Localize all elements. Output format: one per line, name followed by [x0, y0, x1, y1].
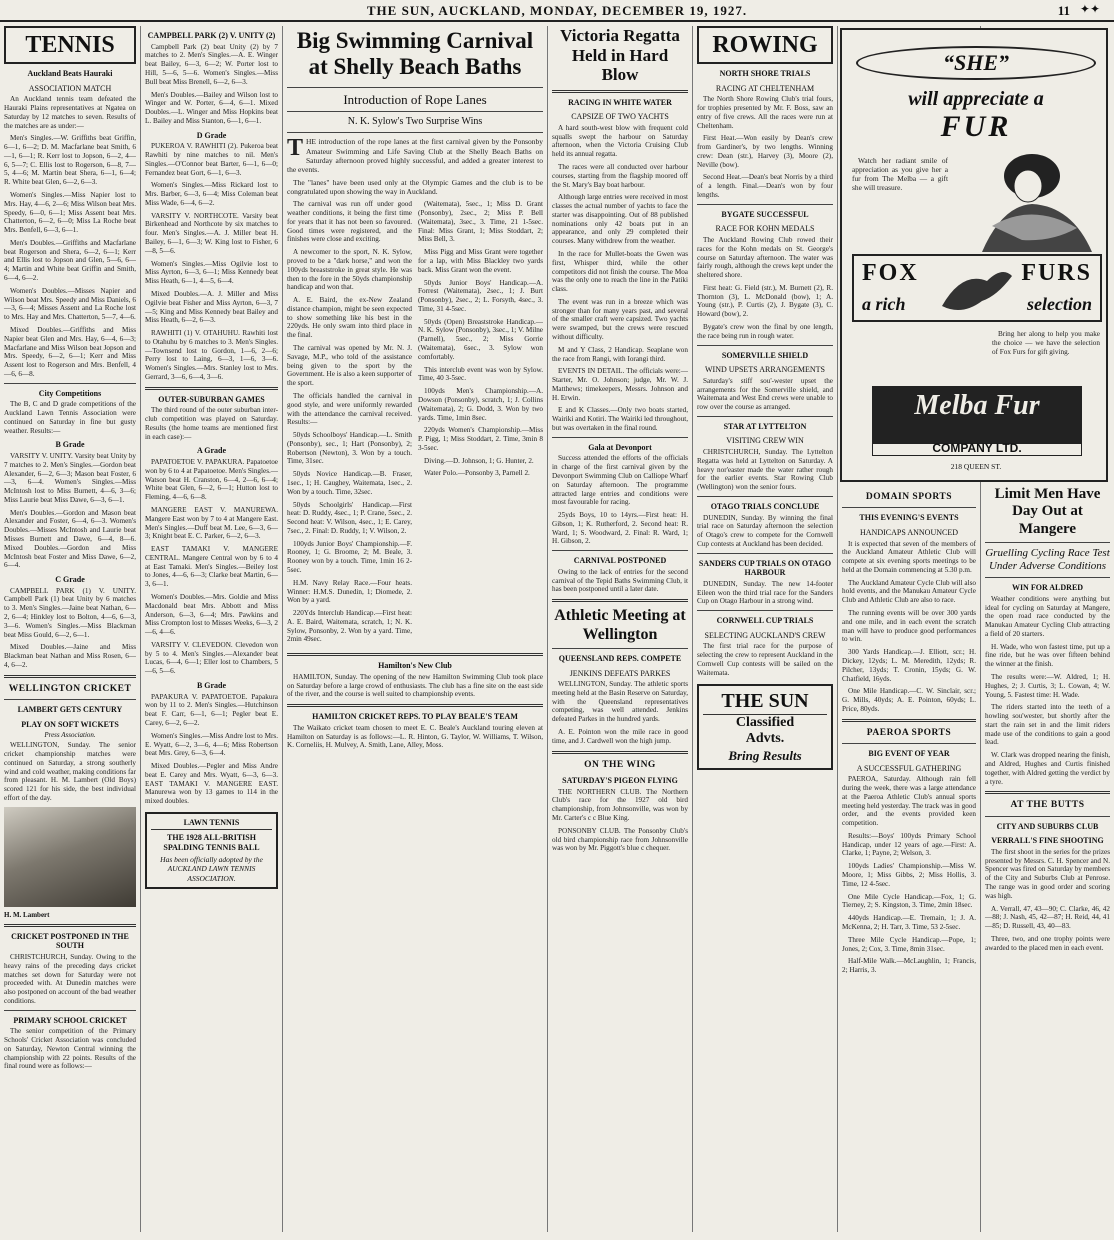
- article-body: The B, C and D grade competitions of the Auckland Lawn Tennis Association were continued on Saturday in fine but gusty weather. Results:—: [4, 400, 136, 435]
- article-body: Saturday's stiff sou'-wester upset the arrangements for the Somerville shield, and Waitemata and West End crews were unable to row over the course as arranged.: [697, 376, 833, 412]
- ad-line: selection: [1027, 294, 1092, 314]
- article-title: WELLINGTON CRICKET: [8, 683, 132, 694]
- melba-fur-ad: [840, 28, 1108, 482]
- ad-line: Melba Fur: [914, 390, 1040, 421]
- article-subtitle: RACING IN WHITE WATER: [568, 97, 672, 107]
- ad-line: “SHE”: [942, 50, 1010, 75]
- article-subtitle: Gruelling Cycling Race Test Under Adverse Conditions: [985, 546, 1110, 572]
- article-body: WELLINGTON, Sunday. The senior cricket championship matches were continued on Saturday, a strong southerly wind and cold weather, making conditions far from pleasant. H. M. Lambert (Old Boys) scored 121 for his side, the best individual effort of the day.: [4, 741, 136, 802]
- article-subtitle: RACING AT CHELTENHAM: [715, 83, 815, 93]
- article-body: THE NORTHERN CLUB. The Northern Club's race for the 1927 old bird championship, from Johnsonville, was won by Mr. Carter's c c Blue King. PONSONBY CLUB. The Ponsonby Club's old bird championship race from Johnsonville was won by Mr. Piggott's blue c chequer.: [552, 787, 688, 853]
- woman-illustration: [962, 146, 1102, 252]
- article-title: SANDERS CUP TRIALS ON OTAGO HARBOUR: [698, 558, 832, 578]
- match-heading: CAMPBELL PARK (2) V. UNITY (2): [147, 31, 276, 40]
- masthead: [0, 0, 1114, 22]
- article-subtitle: LAMBERT GETS CENTURY: [17, 705, 123, 715]
- article-body: An Auckland tennis team defeated the Hauraki Plains representatives at Ngatea on Saturday by 12 matches to seven. Results of the matches are as under:— Men's Singles.—W. Griffiths beat Griffin, 6—1, 6—2; D. M. Macfarlane beat Smith, 6—1, 6—1; R. Kerr lost to Jopson, 6—2, 4—6, 5—7; C. Ellis lost to Rogerson, 6—8, 7—5, 4—6; M. Martin beat Shera, 6—1, 6—4; R. White beat Glen, 6—2, 6—3. Women's Singles.—Miss Napier lost to Mrs. Hay, 4—6, 2—6; Miss Wilson beat Mrs. Speedy, 6—0, 6—1; Miss Assent beat Mrs. Chatterton, 6—2, 6—0; Miss La Roche beat Mrs. Benfell, 6—3, 6—1. Men's Doubles.—Griffiths and Macfarlane beat Rogerson and Shera, 6—2, 6—1; Kerr and Ellis lost to Jopson and Glen, 5—6, 6—4; Martin and White beat Griffin and Smith, 6—4, 6—2. Women's Doubles.—Misses Napier and Wilson beat Mrs. Speedy and Miss Daniels, 6—3, 6—4; Misses Assent and La Roche lost to Mrs. Hay and Mrs. Chatterton, 5—7, 4—6. Mixed Doubles.—Griffiths and Miss Napier beat Glen and Mrs. Hay, 6—4, 6—3; Macfarlane and Miss Wilson beat Jopson and Mrs. Speedy, 6—2, 6—1; Kerr and Miss Assent lost to Rogerson and Mrs. Benfell, 4—6, 6—8.: [4, 95, 136, 378]
- article-subtitle: HANDICAPS ANNOUNCED: [859, 527, 958, 537]
- article-subtitle: VERRALL'S FINE SHOOTING: [991, 836, 1104, 846]
- ad-line: COMPANY LTD.: [872, 440, 1082, 456]
- article-title: City Competitions: [38, 388, 102, 398]
- article-subtitle: QUEENSLAND REPS. COMPETE: [558, 653, 682, 663]
- article-body: It is expected that seven of the members of the Auckland Amateur Athletic Club will compete at six evening sports meetings to be held at the Domain commencing at 5.30 p.m. The Auckland Amateur Cycle Club will also hold events, and the Manukau Amateur Cycle Club and Athletic Club are also to race. The running events will be over 300 yards and one mile, and in each event the scratch man will have to produce good performances to win. 300 Yards Handicap.—J. Elliott, scr.; H. Dickey, 12yds; L. M. Meredith, 12yds; R. Pilcher, 13yds; T. Cronin, 15yds; G. W. Chatfield, 16yds. One Mile Handicap.—C. W. Sinclair, scr.; G. Mills, 40yds; A. E. Pointon, 60yds; L. Price, 80yds.: [842, 539, 976, 713]
- article-body: The senior competition of the Primary Schools' Cricket Association was concluded on Saturday, Newton Central winning the championship with 22 points. Results of the final round were as follows:—: [4, 1027, 136, 1071]
- article-title: HAMILTON CRICKET REPS. TO PLAY BEALE'S TEAM: [312, 712, 518, 722]
- article-title: CARNIVAL POSTPONED: [573, 556, 667, 566]
- article-subtitle: A SUCCESSFUL GATHERING: [856, 763, 962, 773]
- headline-regatta: Victoria Regatta Held in Hard Blow: [560, 26, 680, 85]
- player-photo: [4, 807, 136, 907]
- article-title: Auckland Beats Hauraki: [27, 69, 113, 78]
- ad-text: Bring her along to help you make the choice — we have the selection of Fox Furs for gift giving.: [992, 330, 1100, 356]
- article-subtitle: RACE FOR KOHN MEDALS: [715, 224, 815, 234]
- grade-heading: D Grade: [196, 130, 227, 140]
- article-body: PAPATOETOE V. PAPAKURA. Papatoetoe won by 6 to 4 at Papatoetoe. Men's Singles.—Watson beat H. Cranston, 6—4, 2—6, 6—4; White beat Glen, 6—2, 6—1; Hutton lost to Fleming, 4—6, 6—8. MANGERE EAST V. MANUREWA. Mangere East won by 7 to 4 at Mangere East. Men's Singles.—Duff beat M. Lee, 6—3, 6—3; Knight beat E. C. Parker, 6—2, 6—3. EAST TAMAKI V. MANGERE CENTRAL. Mangere Central won by 6 to 4 at East Tamaki. Men's Singles.—Beiley lost to Jones, 4—6, 6—3; Clarke beat Martin, 6—3, 6—1. Women's Doubles.—Mrs. Goldie and Miss Macdonald beat Mrs. Abbott and Miss Anderson, 6—3, 6—4; Mrs. Pawkins and Miss Crompton lost to Misses Weeks, 6—3, 2—6, 4—6. VARSITY V. CLEVEDON. Clevedon won by 5 to 4. Men's Singles.—Alexander beat Lucas, 6—4, 6—1; Eller lost to Chambers, 5—6, 5—6.: [145, 458, 278, 676]
- article-subtitle: WIND UPSETS ARRANGEMENTS: [704, 365, 825, 375]
- article-title: Gala at Devonport: [588, 442, 652, 452]
- ad-line: 218 QUEEN ST.: [950, 462, 1002, 471]
- article-body: PAPAKURA V. PAPATOETOE. Papakura won by 11 to 2. Men's Singles.—Hutchinson beat F. Carr, 6—1, 6—1; Pegler beat E. Carey, 6—2, 6—2. Women's Singles.—Miss Andre lost to Mrs. E. Wyatt, 6—2, 3—6, 4—6; Miss Robertson beat Mrs. Grey, 6—3, 6—4. Mixed Doubles.—Pegler and Miss Andre beat E. Carey and Mrs. Wyatt, 6—3, 6—3. EAST TAMAKI V. MANGERE EAST. Manurewa won by 13 games to 114 in the mixed doubles.: [145, 692, 278, 806]
- article-body: The first shoot in the series for the prizes presented by Messrs. C. H. Spencer and N. Spencer was fired on Saturday by members of the City and Suburbs Club at Penrose. The range was in good order and scoring was high. A. Verrall, 47, 43—90; C. Clarke, 46, 42—88; J. Nash, 45, 42—87; H. Reid, 44, 41—85; D. Russell, 43, 40—83. Three, two, and one trophy points were awarded to the placed men in each event.: [985, 847, 1110, 952]
- tennis-header: TENNIS: [4, 26, 136, 64]
- spalding-ad: [145, 812, 278, 889]
- article-subtitle: CAPSIZE OF TWO YACHTS: [571, 112, 669, 122]
- subheadline: Introduction of Rope Lanes: [343, 91, 487, 107]
- ad-line: FUR: [940, 110, 1012, 143]
- ad-title: LAWN TENNIS: [151, 818, 272, 830]
- article-subtitle: THIS EVENING'S EVENTS: [859, 513, 959, 523]
- article-body: The first trial race for the purpose of selecting the crew to represent Auckland in the Cornwell Cup contests will be sailed on the Waitemata.: [697, 642, 833, 677]
- article-body: (Waitemata), 5sec., 1; Miss D. Grant (Ponsonby), 2sec., 2; Miss P. Bell (Waitemata), 3sec., 3. Time, 21 1-5sec. Final: Miss Grant, 1; Miss Stoddart, 2; Miss Bell, 3. Miss Pigg and Miss Grant were together for a lap, with Miss Blackley two yards back. Miss Grant won the event. 50yds Junior Boys' Handicap.—A. Forrest (Waitemata), 2sec., 1; J. Burt (Ponsonby), 2sec., 2; L. Forsyth, 4sec., 3. Time, 31 4-5sec. 50yds (Open) Breaststroke Handicap.—N. K. Sylow (Ponsonby), 3sec., 1; V. Milne (Parnell), 5sec., 2; Miss Gorrie (Waitemata), 6sec., 3. Sylow won comfortably. This interclub event was won by Sylow. Time, 40 3-5sec. 100yds Men's Championship.—A. Dowson (Ponsonby), scratch, 1; J. Collins (Waitemata), 2; G. Dodd, 3. Won by two yards. Time, 1min 8sec. 220yds Women's Championship.—Miss P. Pigg, 1; Miss Stoddart, 2. Time, 3min 8 3-5sec. Diving.—D. Johnson, 1; G. Hunter, 2. Water Polo.—Ponsonby 3, Parnell 2.: [418, 200, 543, 478]
- grade-heading: B Grade: [196, 681, 227, 691]
- article-title: OUTER-SUBURBAN GAMES: [158, 394, 265, 404]
- article-title: ON THE WING: [584, 759, 656, 770]
- article-body: The third round of the outer suburban inter-club competition was played on Saturday. Results (the home teams are mentioned first in each case):—: [145, 406, 278, 441]
- ad-line: will appreciate a: [908, 88, 1044, 110]
- article-subtitle: ASSOCIATION MATCH: [28, 83, 112, 93]
- article-title: Hamilton's New Club: [378, 661, 452, 671]
- masthead-title: THE SUN, AUCKLAND, MONDAY, DECEMBER 19, 1927.: [366, 3, 748, 18]
- article-body: DUNEDIN, Sunday. By winning the final trial race on Saturday afternoon the selection of Otago's crew to compete for the Cornwell Cup contests at Auckland has been decided.: [697, 513, 833, 548]
- ad-line: Has been officially adopted by the AUCKLAND LAWN TENNIS ASSOCIATION.: [160, 855, 263, 883]
- article-body: PUKEROA V. RAWHITI (2). Pukeroa beat Rawhiti by nine matches to nil. Men's Singles.—O'Connor beat Barter, 6—1, 6—0; Fernandez beat Gort, 6—1, 6—3. Women's Singles.—Miss Rickard lost to Mrs. Barber, 6—3, 6—4; Miss Coleman beat Miss Wade, 6—4, 6—2. VARSITY V. NORTHCOTE. Varsity beat Birkenhead and Northcote by six matches to four. Men's Singles.—A. J. Miller beat H. Bailey, 6—1, 6—3; W. King lost to Fisher, 6—8, 5—6. Women's Singles.—Miss Ogilvie lost to Miss Ayrton, 6—3, 6—1; Miss Kennedy beat Miss Heath, 6—1, 4—5, 6—4. Mixed Doubles.—A. J. Miller and Miss Ogilvie beat Fisher and Miss Ayrton, 6—3, 7—5; King and Miss Kennedy beat Bailey and Miss Heath, 6—2, 6—3. RAWHITI (1) V. OTAHUHU. Rawhiti lost to Otahuhu by 6 matches to 3. Men's Singles.—Townsend lost to Gordon, 1—6, 2—6; Perry lost to Laing, 6—3, 1—6, 3—6. Women's Singles.—Mrs. Stanley lost to Mrs. Gerrard, 3—6, 6—4, 3—6.: [145, 142, 278, 381]
- article-body: DUNEDIN, Sunday. The new 14-footer Eileen won the third trial race for the Sanders Cup on Otago Harbour in a strong wind.: [697, 579, 833, 606]
- column-rowing: [693, 26, 837, 1232]
- article-body: Owing to the lack of entries for the second carnival of the Tepid Baths Swimming Club, it has been postponed until a later date.: [552, 567, 688, 594]
- article-title: BYGATE SUCCESSFUL: [721, 209, 809, 219]
- article-body: Success attended the efforts of the officials in charge of the first carnival given by the Devonport Swimming Club on Calliope Wharf on Saturday afternoon. The programme attracted large entries and conditions were most favourable for racing. 25yds Boys, 10 to 14yrs.—First heat: H. Gibson, 1; K. Rutherford, 2. Second heat: R. Ward, 1; S. Woodward, 2. Final: R. Ward, 1; H. Gibson, 2.: [552, 454, 688, 546]
- article-body: CAMPBELL PARK (1) V. UNITY. Campbell Park (1) beat Unity by 6 matches to 3. Men's Singles.—Jaine beat Nathan, 6—2, 6—4; Hinkley lost to Bolton, 4—6, 6—3, 3—6. Women's Singles.—Miss Blackman beat Miss Gould, 6—2, 6—1. Mixed Doubles.—Jaine and Miss Blackman beat Nathan and Miss Rosen, 6—4, 6—2.: [4, 586, 136, 669]
- headline-swimming: Big Swimming Carnival at Shelly Beach Baths: [296, 28, 534, 80]
- article-body: The Auckland Rowing Club rowed their races for the Kohn medals on St. George's course on Saturday afternoon. The water was fairly rough, although the crews kept under the sheltered shore. First heat: G. Field (str.), M. Burnett (2), R. Thornton (3), L. McDonald (bow), 1; A. Young (str.), P. Curtis (2), J. Bygate (3), C. Howard (bow), 2. Bygate's crew won the final by one length, the race being run in rough water.: [697, 235, 833, 340]
- article-subtitle: PLAY ON SOFT WICKETS: [21, 719, 119, 729]
- column-swimming: [283, 26, 547, 1232]
- melba-logo: [872, 386, 1082, 444]
- article-body: HAMILTON, Sunday. The opening of the new Hamilton Swimming Club took place on Saturday before a large crowd of enthusiasts. The club has a fine site on the east side of the river, and the course is well suited to championship events.: [287, 672, 543, 699]
- sun-classified-ad: [697, 684, 833, 770]
- subheadline: N. K. Sylow's Two Surprise Wins: [347, 116, 483, 128]
- article-body: Weather conditions were anything but ideal for cycling on Saturday at Mangere, the open road race conducted by the Manukau Amateur Cycling Club attracting a field of 20 starters. H. Wade, who won fastest time, put up a fine ride, but he was over fifteen behind the winner at the finish. The results were:—W. Aldred, 1; H. Hughes, 2; J. Curtis, 3; L. Cowan, 4; W. Young, 5. Fastest time: H. Wade. The riders started into the teeth of a howling sou'wester, but shortly after the start the rain set in and the limit riders made use of the conditions to gain a good lead. W. Clark was dropped nearing the finish, and Aldred, Hughes and Curtis finished together, with Aldred getting the verdict by a tyre.: [985, 594, 1110, 786]
- article-body: CHRISTCHURCH, Sunday. The Lyttelton Regatta was held at Lyttelton on Saturday. A heavy nor'easter made the water rather rough for the earlier events. Star Rowing Club (Wellington) won the senior fours.: [697, 448, 833, 492]
- ad-line: Bring Results: [728, 748, 802, 764]
- headline-cycling: Limit Men Have Day Out at Mangere: [994, 486, 1101, 537]
- article-subtitle: SELECTING AUCKLAND'S CREW: [704, 630, 826, 640]
- article-body: CHRISTCHURCH, Sunday. Owing to the heavy rains of the preceding days cricket matches set down for Saturday were not proceeded with. At Dunedin matches were also postponed on account of the bad weather conditions.: [4, 952, 136, 1005]
- article-title: PAEROA SPORTS: [866, 727, 952, 738]
- article-body: The Waikato cricket team chosen to meet E. C. Beale's Auckland touring eleven at Hamilton on Saturday is as follows:—L. R. Hinton, G. Taylor, W. Williams, T. Wilson, K. Corneliis, H. Mulvey, A. Smith, Lane, Alley, Moss.: [287, 723, 543, 750]
- fox-furs-banner: [852, 254, 1102, 322]
- ad-line: a rich: [862, 294, 906, 314]
- column-tennis-results: [141, 26, 282, 1232]
- article-title: AT THE BUTTS: [1010, 800, 1085, 811]
- column-cycling: [981, 486, 1114, 1232]
- article-title: NORTH SHORE TRIALS: [719, 69, 811, 78]
- grade-heading: C Grade: [55, 575, 85, 585]
- article-body: The North Shore Rowing Club's trial fours, for trophies presented by Mr. F. Boss, saw an entry of five crews. All the races were run at Cheltenham. First Heat.—Won easily by Dean's crew from Gardiner's, by two lengths. Winning crew: Dean (str.), Harvey (3), Moore (2), Neville (bow). Second Heat.—Dean's beat Norris by a third of a length. Final.—Dean's won by four lengths.: [697, 95, 833, 199]
- article-body: THE introduction of the rope lanes at the first carnival given by the Ponsonby Amateur Swimming and Life Saving Club at the Shelly Beach Baths on Saturday afternoon proved highly successful, and added a greater interest to the events. The "lanes" have been used only at the Olympic Games and the club is to be congratulated upon showing the way in Auckland.: [287, 135, 543, 197]
- grade-heading: A Grade: [196, 446, 227, 456]
- article-subtitle: CITY AND SUBURBS CLUB: [996, 821, 1099, 831]
- article-subtitle: BIG EVENT OF YEAR: [868, 749, 950, 759]
- article-title: SOMERVILLE SHIELD: [721, 350, 809, 360]
- article-body: The carnival was run off under good weather conditions, it being the first time for years that it has not been so favoured. Good times were registered, and the finishes were close and exciting. A newcomer to the sport, N. K. Sylow, proved to be a "dark horse," and won the 100yds breaststroke in great style. He was then to the fore in the 50yds championship handicap and won that. A. E. Baird, the ex-New Zealand distance champion, might be seen expected to show something like his best in the 220yds. He only swam into third place in the final. The carnival was opened by Mr. N. J. Savage, M.P., who told of the assistance being given to the sport by the Government. He is also a keen supporter of the sport. The officials handled the carnival in good style, and were uniformly rewarded with the attendance the carnival received. Results:— 50yds Schoolboys' Handicap.—L. Smith (Ponsonby), sec., 1; Hart (Ponsonby), 2; Robertson (Newton), 3. Won by a touch. Time, 31sec. 50yds Novice Handicap.—B. Fraser, 1sec., 1; H. Caughey, Waitemata, 1sec., 2. Won by a touch. Time, 32sec. 50yds Schoolgirls' Handicap.—First heat: D. Ruddy, 4sec., 1; P. Crane, 5sec., 2. Second heat: V. Wilson, 4sec., 1; E. Carey, 7sec., 2. Final: D. Ruddy, 1; V. Wilson, 2. 100yds Junior Boys' Championship.—F. Rooney, 1; G. Broome, 2; M. Beale, 3. Rooney won by a touch. Time, 1min 16 2-5sec. H.M. Navy Relay Race.—Four heats. Winner: H.M.S. Dunedin, 1; Diomede, 2. Won by a yard. 220Yds Interclub Handicap.—First heat: A. E. Baird, Waitemata, scratch, 1; N. K. Sylow, Ponsonby, 2. Won by a yard. Time, 2min 49sec.: [287, 200, 412, 644]
- article-subtitle: SATURDAY'S PIGEON FLYING: [562, 776, 678, 785]
- ad-line: THE SUN: [703, 690, 827, 715]
- article-title: DOMAIN SPORTS: [865, 492, 953, 502]
- press-credit: Press Association.: [44, 731, 96, 740]
- column-tennis: [0, 26, 140, 1232]
- photo-caption: H. M. Lambert: [4, 910, 50, 919]
- column-domain: [838, 486, 980, 1232]
- ad-line: THE 1928 ALL-BRITISH SPALDING TENNIS BALL: [163, 833, 260, 852]
- ad-line: FURS: [1021, 260, 1092, 286]
- ad-line: Classified: [735, 714, 795, 730]
- grade-heading: B Grade: [55, 440, 85, 450]
- article-body: PAEROA, Saturday. Although rain fell during the week, there was a large attendance at the Paeroa Athletic Club's annual sports meeting held yesterday. The track was in good order, and the events provided keen competition. Results:—Boys' 100yds Primary School Handicap, under 12 years of age.—First: A. Clarke, 1; Payne, 2; Welson, 3. 100yds Ladies' Championship.—Miss W. Moore, 1; Miss Gibbs, 2; Miss Hollis, 3. Time, 12 4-5sec. One Mile Cycle Handicap.—Fox, 1; G. Tierney, 2; S. Kingston, 3. Time, 2min 18sec. 440yds Handicap.—E. Tremain, 1; J. A. McKenna, 2; H. Tarr, 3. Time, 53 2-5sec. Three Mile Cycle Handicap.—Pope, 1; Jones, 2; Cox, 3. Time, 8min 31sec. Half-Mile Walk.—McLaughlin, 1; Francis, 2; Harris, 3.: [842, 775, 976, 975]
- headline-athletic: Athletic Meeting at Wellington: [554, 607, 686, 643]
- page-number: 11: [1057, 3, 1070, 18]
- article-title: OTAGO TRIALS CONCLUDE: [710, 501, 820, 511]
- star-icon: ✦✦: [1079, 2, 1100, 16]
- article-body: Campbell Park (2) beat Unity (2) by 7 matches to 2. Men's Singles.—A. E. Winger beat Bailey, 6—3, 6—2; W. Porter lost to Hill, 5—6, 5—6. Women's Singles.—Miss Bull beat Miss Brenell, 6—2, 6—3. Men's Doubles.—Bailey and Wilson lost to Winger and W. Porter, 6—4, 6—1. Mixed Doubles.—L. Winger and Miss Hopkins beat L. Bailey and Miss Stanton, 6—1, 6—1.: [145, 42, 278, 125]
- fox-illustration: [942, 266, 1012, 316]
- ad-text: Watch her radiant smile of appreciation as you give her a fur from The Melba — a gift she will treasure.: [852, 156, 948, 193]
- article-body: WELLINGTON, Sunday. The athletic sports meeting held at the Basin Reserve on Saturday, with the Queensland representatives competing, was well attended. Jenkins defeated Parkes in the hundred yards. A. E. Pointon won the mile race in good time, and J. Cardwell won the high jump.: [552, 680, 688, 745]
- rowing-header: ROWING: [697, 26, 833, 64]
- column-regatta: [548, 26, 692, 1232]
- ad-line: FOX: [862, 260, 919, 286]
- article-title: STAR AT LYTTELTON: [723, 421, 807, 431]
- ad-line: Advts.: [745, 731, 785, 747]
- article-subtitle: VISITING CREW WIN: [726, 436, 804, 446]
- article-body: VARSITY V. UNITY. Varsity beat Unity by 7 matches to 2. Men's Singles.—Gordon beat Alexander, 6—2, 6—3; Mason beat Foster, 6—3, 6—4. Women's Singles.—Miss McIntosh lost to Miss Burnett, 4—6, 3—6; Miss Laurie beat Miss Dawe, 6—3, 6—1. Men's Doubles.—Gordon and Mason beat Alexander and Foster, 6—4, 6—3. Women's Doubles.—Misses McIntosh and Laurie beat Misses Burnett and Dawe, 6—4, 8—6. Mixed Doubles.—Gordon and Miss McIntosh beat Foster and Miss Dawe, 6—2, 6—4.: [4, 451, 136, 570]
- article-title: PRIMARY SCHOOL CRICKET: [13, 1015, 127, 1025]
- article-title: CRICKET POSTPONED IN THE SOUTH: [11, 931, 129, 951]
- article-title: CORNWELL CUP TRIALS: [716, 616, 814, 626]
- article-body: A hard south-west blow with frequent cold squalls swept the harbour on Saturday afternoon, when the Victoria Cruising Club held its annual regatta. The races were all conducted over harbour courses, starting from the flagship moored off the St. Mary's Bay boat harbour. Although large entries were received in most classes the actual number of yachts to face the starter was disappointing. Out of 88 published nominations only 42 boats put in an appearance, and only 29 completed their courses. Many withdrew from the weather. In the race for Mullet-boats the Gwen was first, Whisper third, while the other competitors did not finish the course. The Moa was the only one to reach the line in the Patiki class. The event was run in a breeze which was stronger than for many years past, and several of the smaller craft were capsized. Two yachts were swamped, but the crews were rescued without difficulty. M and Y Class, 2 Handicap. Seaplane won the race from Rangi, with Iorangi third. EVENTS IN DETAIL. The officials were:—Starter, Mr. O. Johnson; judge, Mr. W. J. Matthews; timekeepers, Messrs. Johnson and H. Erwin. E and K Classes.—Only two boats started, Wairiki and Kotiri. The Wairiki led throughout, but was overtaken in the final round.: [552, 123, 688, 433]
- article-subtitle: WIN FOR ALDRED: [1011, 583, 1084, 593]
- article-subtitle: JENKINS DEFEATS PARKES: [569, 668, 671, 678]
